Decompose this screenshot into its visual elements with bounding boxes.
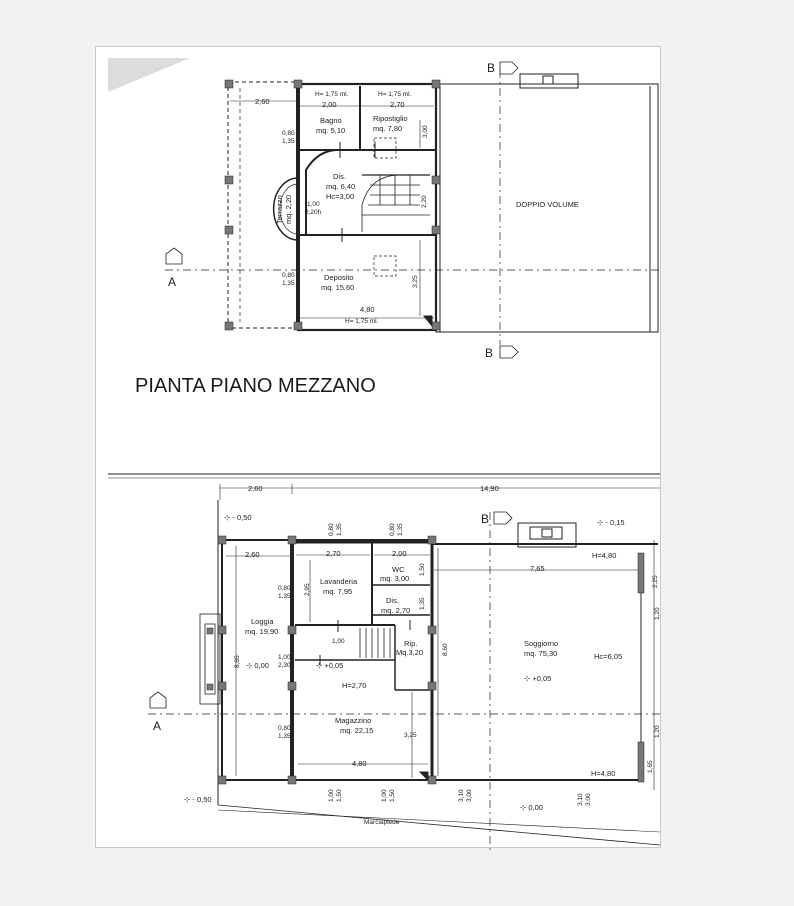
dim-door-b: 2,20h bbox=[305, 209, 322, 216]
dim-win-l2a: 1,00 bbox=[278, 654, 291, 661]
dim-r-120a: 1,20 bbox=[654, 607, 661, 620]
room-sogg-name: Soggiorno bbox=[524, 639, 559, 648]
room-bagno-name: Bagno bbox=[320, 116, 342, 125]
room-rip-name: Ripostiglio bbox=[373, 114, 408, 123]
room-lav-name: Lavanderia bbox=[320, 577, 358, 586]
dim-door-a: 1,00 bbox=[307, 201, 320, 208]
room-terr-name: Terrazzo bbox=[275, 195, 284, 224]
dim-hc: Hc=6,05 bbox=[594, 652, 623, 661]
room-lav-area: mq. 7,95 bbox=[323, 587, 353, 596]
room-dis-name: Dis. bbox=[386, 596, 399, 605]
dim-mag-w: 4,80 bbox=[352, 759, 367, 768]
room-dep-area: mq. 15,60 bbox=[321, 283, 355, 292]
dim-logg-w: 2,60 bbox=[245, 550, 260, 559]
dim-h-dep: H= 1,75 ml. bbox=[345, 318, 379, 325]
dim-h-bottom: H=4,80 bbox=[591, 769, 616, 778]
dim-mag-h: 3,25 bbox=[404, 732, 417, 739]
dim-b2b: 1,50 bbox=[389, 789, 396, 802]
room-doppio-volume: DOPPIO VOLUME bbox=[516, 200, 579, 209]
dim-win-top2b: 1,35 bbox=[397, 523, 404, 536]
dim-stair-h: 2,20 bbox=[421, 195, 428, 208]
dim-win-top1a: 0,80 bbox=[328, 523, 335, 536]
dim-win1a: 0,80 bbox=[282, 130, 295, 137]
dim-h-bagno: H= 1,75 ml. bbox=[315, 91, 349, 98]
dim-r-120b: 1,20 bbox=[654, 725, 661, 738]
room-dis-name: Dis. bbox=[333, 172, 346, 181]
room-dep-name: Deposito bbox=[324, 273, 354, 282]
room-rip-area: Mq.3,20 bbox=[396, 648, 424, 657]
dim-rip-w: 2,70 bbox=[390, 100, 405, 109]
dim-top-260: 2,60 bbox=[248, 484, 263, 493]
lower-stairs bbox=[360, 628, 390, 658]
dim-win-l3a: 0,80 bbox=[278, 725, 291, 732]
level-top-left: ⊹ - 0,50 bbox=[224, 513, 252, 522]
dim-dep-h: 3,25 bbox=[412, 275, 419, 288]
room-rip-name: Rip. bbox=[404, 639, 418, 648]
section-b-top: B bbox=[487, 61, 496, 75]
room-bagno-area: mq. 5,10 bbox=[316, 126, 346, 135]
room-logg-name: Loggia bbox=[251, 617, 274, 626]
section-a-label: A bbox=[168, 275, 177, 289]
dim-door-100: 1,00 bbox=[332, 638, 345, 645]
dim-win2a: 0,80 bbox=[282, 272, 295, 279]
dim-h-270: H=2,70 bbox=[342, 681, 367, 690]
room-dis-hc: Hc=3,00 bbox=[326, 192, 355, 201]
room-mag-name: Magazzino bbox=[335, 716, 372, 725]
dim-win-l1a: 0,80 bbox=[278, 585, 291, 592]
dim-b3a: 3,10 bbox=[458, 789, 465, 802]
level-sogg: ⊹ +0,05 bbox=[524, 674, 552, 683]
room-terr-area: mq. 2,20 bbox=[284, 194, 293, 224]
lower-labels bbox=[153, 484, 661, 826]
dim-win-top1b: 1,35 bbox=[336, 523, 343, 536]
room-logg-area: mq. 19,90 bbox=[245, 627, 279, 636]
dim-top-1490: 14,90 bbox=[480, 484, 499, 493]
level-top-right: ⊹ - 0,15 bbox=[597, 518, 625, 527]
dim-r-225: 2,25 bbox=[652, 575, 659, 588]
room-sogg-area: mq. 75,30 bbox=[524, 649, 558, 658]
dim-win1b: 1,35 bbox=[282, 138, 295, 145]
dim-wc-h: 1,50 bbox=[419, 563, 426, 576]
dim-b4a: 3,10 bbox=[577, 793, 584, 806]
room-dis-area: mq. 2,70 bbox=[381, 606, 411, 615]
dim-b1b: 1,50 bbox=[336, 789, 343, 802]
dim-win-l3b: 1,35 bbox=[278, 733, 291, 740]
dim-w-765: 7,65 bbox=[530, 564, 545, 573]
dim-win-l2b: 2,30 bbox=[278, 662, 291, 669]
room-rip-area: mq. 7,80 bbox=[373, 124, 403, 133]
lower-section-b: B bbox=[481, 512, 490, 526]
room-wc-name: WC bbox=[392, 565, 405, 574]
dim-b1a: 1,00 bbox=[328, 789, 335, 802]
dim-dep-w: 4,80 bbox=[360, 305, 375, 314]
dim-h-rip: H= 1,75 ml. bbox=[378, 91, 412, 98]
room-mag-area: mq. 22,15 bbox=[340, 726, 374, 735]
level-logg: ⊹ 0,00 bbox=[246, 661, 269, 670]
label-marciapiede: Marciapiede bbox=[364, 819, 400, 826]
dim-lav-h: 2,95 bbox=[304, 583, 311, 596]
room-dis-area: mq. 6,40 bbox=[326, 182, 356, 191]
dim-logg-h: 8,65 bbox=[234, 655, 241, 668]
dim-dis-h: 1,35 bbox=[419, 597, 426, 610]
dim-b4b: 3,00 bbox=[585, 793, 592, 806]
dim-win-top2a: 0,80 bbox=[389, 523, 396, 536]
dim-wc-w: 2,00 bbox=[392, 549, 407, 558]
level-bottom-mid: ⊹ 0,00 bbox=[520, 803, 543, 812]
lower-section-a: A bbox=[153, 719, 162, 733]
dim-h-top: H=4,80 bbox=[592, 551, 617, 560]
page-curl bbox=[108, 58, 190, 92]
dim-h-860: 8,60 bbox=[442, 643, 449, 656]
room-wc-area: mq. 3,00 bbox=[380, 574, 410, 583]
dim-lav-w: 2,70 bbox=[326, 549, 341, 558]
dim-bagno-w: 2,00 bbox=[322, 100, 337, 109]
level-mag: ⊹ +0,05 bbox=[316, 661, 344, 670]
dim-rip-h: 3,00 bbox=[422, 125, 429, 138]
dim-win-l1b: 1,35 bbox=[278, 593, 291, 600]
dim-loggia-w: 2,60 bbox=[255, 97, 270, 106]
dim-b2a: 1,00 bbox=[381, 789, 388, 802]
level-bottom-left: ⊹ - 0,50 bbox=[184, 795, 212, 804]
upper-stairs bbox=[362, 175, 430, 232]
dim-r-165: 1,65 bbox=[647, 760, 654, 773]
dim-win2b: 1,35 bbox=[282, 280, 295, 287]
section-b-bottom: B bbox=[485, 346, 494, 360]
upper-plan bbox=[165, 62, 660, 358]
plan-title: PIANTA PIANO MEZZANO bbox=[135, 375, 376, 397]
dim-b3b: 3,00 bbox=[466, 789, 473, 802]
